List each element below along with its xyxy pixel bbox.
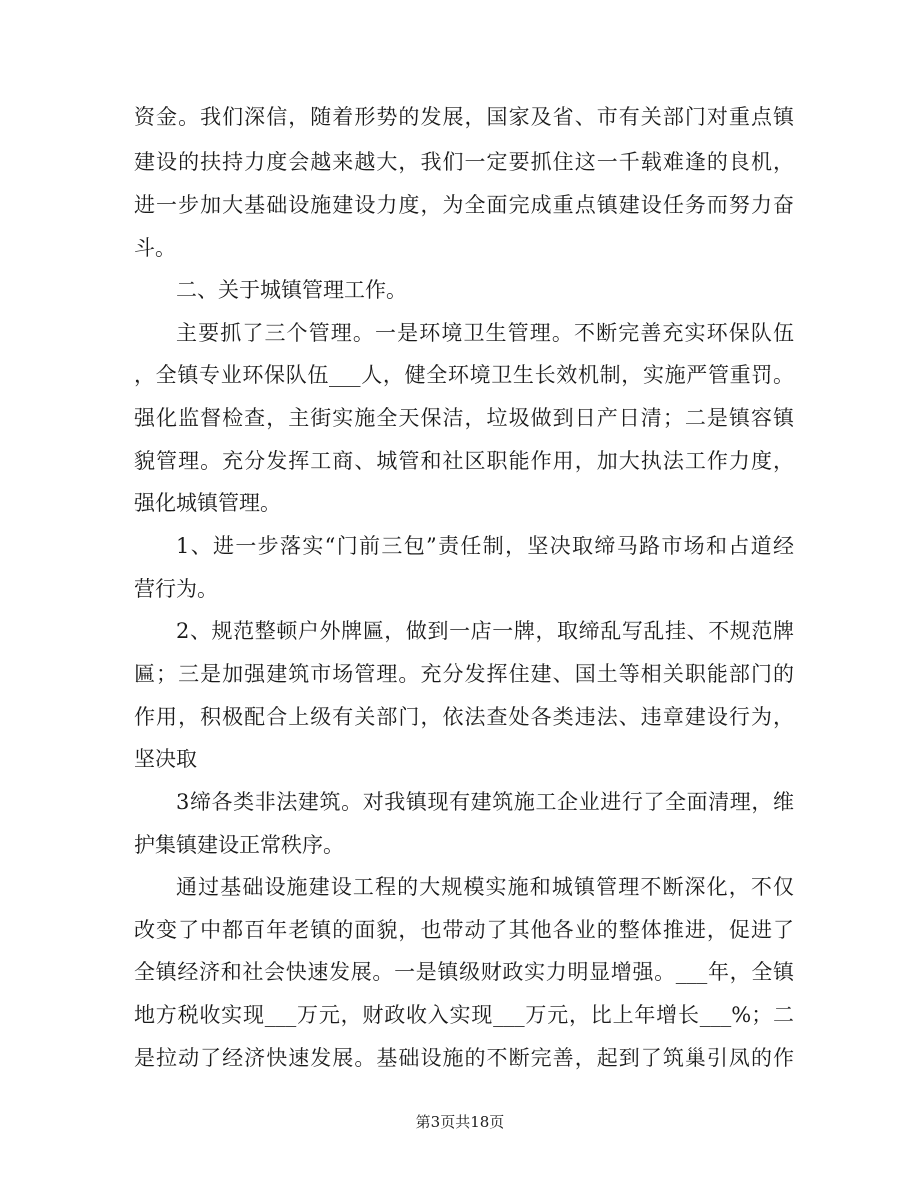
text-line: 主要抓了三个管理。一是环境卫生管理。不断完善充实环保队伍 xyxy=(176,321,794,345)
text-line: 建设的扶持力度会越来越大，我们一定要抓住这一千载难逢的良机， xyxy=(134,150,794,174)
text-line: 是拉动了经济快速发展。基础设施的不断完善，起到了筑巢引凤的作 xyxy=(134,1046,794,1070)
text-line: 通过基础设施建设工程的大规模实施和城镇管理不断深化，不仅 xyxy=(176,875,794,899)
text-line: 1、进一步落实“门前三包”责任制，坚决取缔马路市场和占道经 xyxy=(176,534,794,558)
text-line: 匾；三是加强建筑市场管理。充分发挥住建、国土等相关职能部门的 xyxy=(134,662,794,686)
text-line: 护集镇建设正常秩序。 xyxy=(134,833,344,857)
text-line: 营行为。 xyxy=(134,577,218,601)
text-line: 强化监督检查，主街实施全天保洁，垃圾做到日产日清；二是镇容镇 xyxy=(134,406,794,430)
text-line: 斗。 xyxy=(134,236,176,260)
text-line: 进一步加大基础设施建设力度，为全面完成重点镇建设任务而努力奋 xyxy=(134,193,794,217)
text-line: 3缔各类非法建筑。对我镇现有建筑施工企业进行了全面清理，维 xyxy=(176,790,794,814)
section-heading: 二、关于城镇管理工作。 xyxy=(176,278,407,302)
text-line: 强化城镇管理。 xyxy=(134,491,281,515)
text-line: 改变了中都百年老镇的面貌，也带动了其他各业的整体推进，促进了 xyxy=(134,918,794,942)
text-line: 作用，积极配合上级有关部门，依法查处各类违法、违章建设行为， xyxy=(134,705,794,729)
text-line: 地方税收实现___万元，财政收入实现___万元，比上年增长___%；二 xyxy=(134,1003,794,1027)
text-line: 资金。我们深信，随着形势的发展，国家及省、市有关部门对重点镇 xyxy=(134,105,794,129)
text-line: 坚决取 xyxy=(134,747,197,771)
text-line: 貌管理。充分发挥工商、城管和社区职能作用，加大执法工作力度， xyxy=(134,449,794,473)
text-line: 2、规范整顿户外牌匾，做到一店一牌，取缔乱写乱挂、不规范牌 xyxy=(176,619,794,643)
page-number-footer: 第3页共18页 xyxy=(415,1113,505,1131)
text-line: ，全镇专业环保队伍___人，健全环境卫生长效机制，实施严管重罚。 xyxy=(134,363,794,387)
text-line: 全镇经济和社会快速发展。一是镇级财政实力明显增强。___年，全镇 xyxy=(134,960,794,984)
